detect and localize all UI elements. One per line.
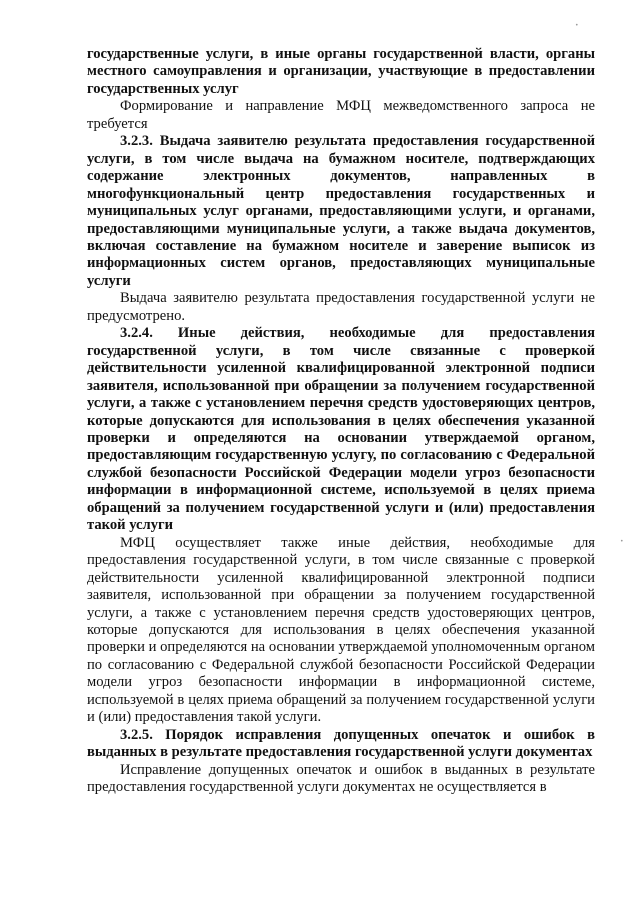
paragraph-interagency-request: Формирование и направление МФЦ межведомственного запроса не требуется <box>87 98 595 132</box>
section-heading-3-2-5: 3.2.5. Порядок исправления допущенных опечаток и ошибок в выданных в результате предоставления государственной услуги документах <box>87 726 595 761</box>
scan-speck: • <box>620 538 624 545</box>
paragraph-authorities-continuation: государственные услуги, в иные органы государственной власти, органы местного самоуправления и организации, участвующие в предоставлении государственных услуг <box>87 46 595 97</box>
paragraph-error-correction: Исправление допущенных опечаток и ошибок в выданных в результате предоставления государственной услуги документах не осуществляется в <box>87 761 595 796</box>
section-heading-3-2-3: 3.2.3. Выдача заявителю результата предоставления государственной услуги, в том числе выдача на бумажном носителе, подтверждающих содержание электронных документов, направленных в многофункциональный центр предоставления государственных и муниципальных услуг органами, предоставляющими услуги, и органами, предоставляющими муниципальные услуги, а также выдача документов, включая составление на бумажном носителе и заверение выписок из информационных систем органов, предоставляющих муниципальные услуги <box>87 133 595 289</box>
section-heading-3-2-4: 3.2.4. Иные действия, необходимые для предоставления государственной услуги, в том числе связанные с проверкой действительности усиленной квалифицированной электронной подписи заявителя, использованной при обращении за получением государственной услуги, а также с установлением перечня средств удостоверяющих центров, которые допускаются для использования в целях обеспечения указанной проверки и определяются на основании утверждаемой органом, предоставляющим государственную услугу, по согласованию с Федеральной службой безопасности Российской Федерации модели угроз безопасности информации в информационной системе, используемой в целях приема обращений за получением государственной услуги и (или) предоставления такой услуги <box>87 325 595 534</box>
scan-speck: • <box>575 22 579 29</box>
paragraph-mfc-actions: МФЦ осуществляет также иные действия, необходимые для предоставления государственной услуги, в том числе связанные с проверкой действительности усиленной квалифицированной электронной подписи заявителя, использованной при обращении за получением государственной услуги, а также с установлением перечня средств удостоверяющих центров, которые допускаются для использования в целях обеспечения указанной проверки и определяются на основании утверждаемой уполномоченным органом по согласованию с Федеральной службой безопасности Российской Федерации модели угроз безопасности информации в информационной системе, используемой в целях приема обращений за получением государственной услуги и (или) предоставления такой услуги. <box>87 534 595 726</box>
paragraph-result-issuance: Выдача заявителю результата предоставления государственной услуги не предусмотрено. <box>87 290 595 324</box>
document-body <box>87 46 595 796</box>
